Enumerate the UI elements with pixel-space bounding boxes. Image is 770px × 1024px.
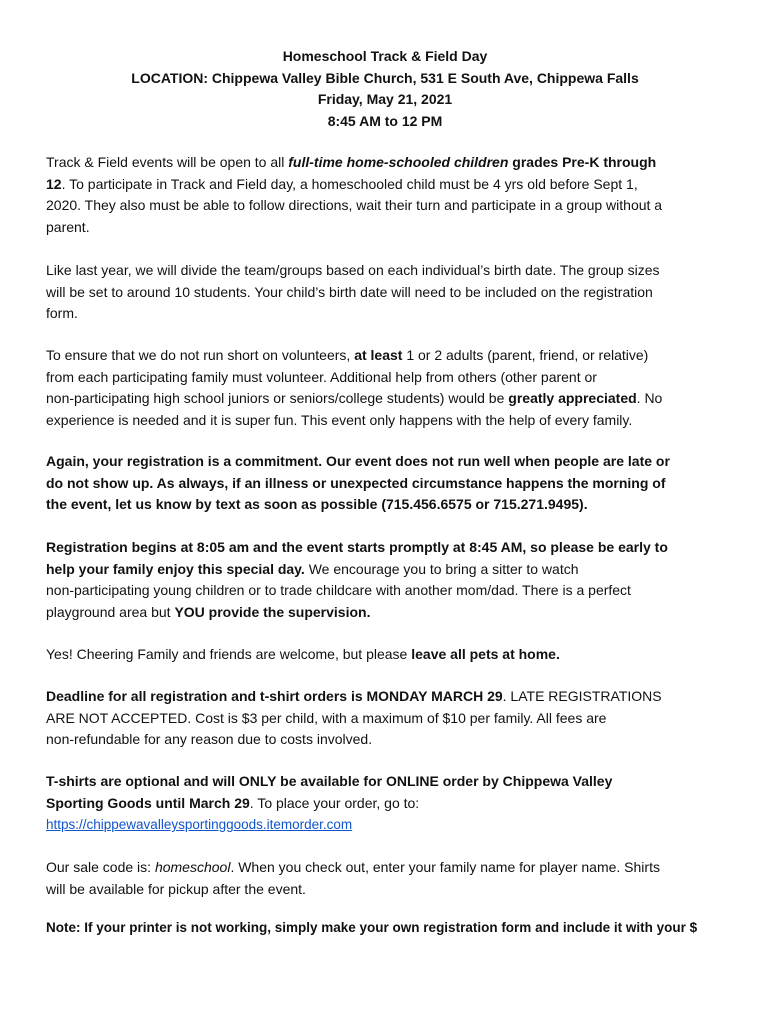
printer-note: Note: If your printer is not working, simply make your own registration form and include it with your $ (46, 920, 698, 935)
groups-paragraph: Like last year, we will divide the team/groups based on each individual’s birth date. The group sizes will be set to around 10 students. Your child’s birth date will need to be included on the registration form. (46, 262, 660, 321)
registration-time-paragraph: Registration begins at 8:05 am and the event starts promptly at 8:45 AM, so please be early to help your family enjoy this special day. We encourage you to bring a sitter to watch non-participating young children or to trade childcare with another mom/dad. There is a perfect playground area but YOU provide the supervision. (46, 539, 668, 620)
sale-code-paragraph: Our sale code is: homeschool. When you check out, enter your family name for player name. Shirts will be available for pickup after the event. (46, 859, 660, 897)
order-link[interactable]: https://chippewavalleysportinggoods.itemorder.com (46, 817, 353, 832)
commitment-paragraph: Again, your registration is a commitment. Our event does not run well when people are late or do not show up. As always, if an illness or unexpected circumstance happens the morning of the event, let us know by text as soon as possible (715.456.6575 or 715.271.9495). (46, 453, 670, 512)
eligibility-paragraph: Track & Field events will be open to all full-time home-schooled children grades Pre-K through 12. To participate in Track and Field day, a homeschooled child must be 4 yrs old before Sept 1, 2020. They also must be able to follow directions, wait their turn and participate in a group without a parent. (46, 154, 663, 235)
tshirt-paragraph: T-shirts are optional and will ONLY be available for ONLINE order by Chippewa Valley Sporting Goods until March 29. To place your order, go to: https://chippewavalleysportinggoods.itemorder.com (46, 773, 613, 832)
volunteer-paragraph: To ensure that we do not run short on volunteers, at least 1 or 2 adults (parent, friend, or relative) from each participating family must volunteer. Additional help from others (other parent or non-participating high school juniors or seniors/college students) would be greatly appreciated. No experience is needed and it is super fun. This event only happens with the help of every family. (46, 347, 663, 428)
event-header (0, 46, 770, 132)
deadline-paragraph: Deadline for all registration and t-shirt orders is MONDAY MARCH 29. LATE REGISTRATIONS ARE NOT ACCEPTED. Cost is $3 per child, with a maximum of $10 per family. All fees are non-refundable for any reason due to costs involved. (46, 688, 662, 747)
event-date: Friday, May 21, 2021 (317, 91, 453, 107)
event-location: LOCATION: Chippewa Valley Bible Church, 531 E South Ave, Chippewa Falls (131, 69, 639, 86)
event-title: Homeschool Track & Field Day (282, 48, 488, 64)
event-time: 8:45 AM to 12 PM (327, 112, 443, 129)
pets-paragraph: Yes! Cheering Family and friends are welcome, but please leave all pets at home. (46, 646, 560, 662)
